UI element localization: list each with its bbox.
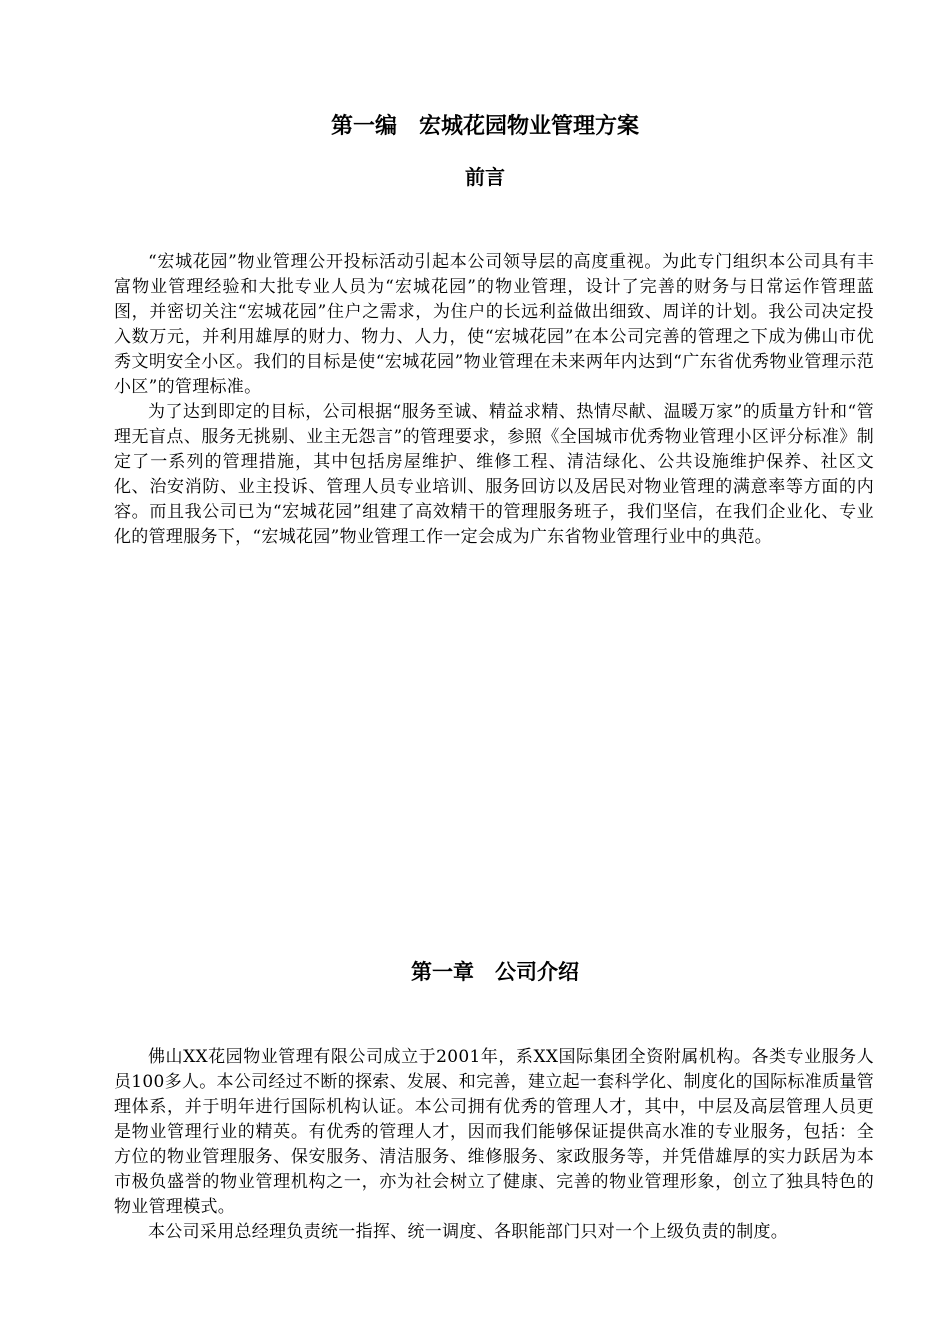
chapter-paragraph-2: 本公司采用总经理负责统一指挥、统一调度、各职能部门只对一个上级负责的制度。 bbox=[148, 1222, 789, 1242]
preface-heading: 前言 bbox=[465, 165, 505, 189]
preface-paragraph-2: 为了达到即定的目标，公司根据“服务至诚、精益求精、热情尽献、温暖万家”的质量方针和“管理无盲点、服务无挑剔、业主无怨言”的管理要求，参照《全国城市优秀物业管理小区评分标准》制定了一系列的管理措施，其中包括房屋维护、维修工程、清洁绿化、公共设施维护保养、社区文化、治安消防、业主投诉、管理人员专业培训、服务回访以及居民对物业管理的满意率等方面的内容。而且我公司已为“宏城花园”组建了高效精干的管理服务班子，我们坚信，在我们企业化、专业化的管理服务下，“宏城花园”物业管理工作一定会成为广东省物业管理行业中的典范。 bbox=[114, 402, 874, 547]
chapter-body bbox=[114, 1045, 874, 1245]
preface-paragraph-1: “宏城花园”物业管理公开投标活动引起本公司领导层的高度重视。为此专门组织本公司具有丰富物业管理经验和大批专业人员为“宏城花园”的物业管理，设计了完善的财务与日常运作管理蓝图，并密切关注“宏城花园”住户之需求，为住户的长远利益做出细致、周详的计划。我公司决定投入数万元，并利用雄厚的财力、物力、人力，使“宏城花园”在本公司完善的管理之下成为佛山市优秀文明安全小区。我们的目标是使“宏城花园”物业管理在未来两年内达到“广东省优秀物业管理示范小区”的管理标准。 bbox=[114, 252, 874, 397]
preface-body bbox=[114, 250, 874, 550]
chapter-paragraph-1: 佛山XX花园物业管理有限公司成立于2001年，系XX国际集团全资附属机构。各类专业服务人员100多人。本公司经过不断的探索、发展、和完善，建立起一套科学化、制度化的国际标准质量管理体系，并于明年进行国际机构认证。本公司拥有优秀的管理人才，其中，中层及高层管理人员更是物业管理行业的精英。有优秀的管理人才，因而我们能够保证提供高水准的专业服务，包括：全方位的物业管理服务、保安服务、清洁服务、维修服务、家政服务等，并凭借雄厚的实力跃居为本市极负盛誉的物业管理机构之一，亦为社会树立了健康、完善的物业管理形象，创立了独具特色的物业管理模式。 bbox=[114, 1047, 874, 1217]
chapter-heading: 第一章 公司介绍 bbox=[411, 960, 579, 984]
document-title: 第一编 宏城花园物业管理方案 bbox=[330, 114, 639, 139]
